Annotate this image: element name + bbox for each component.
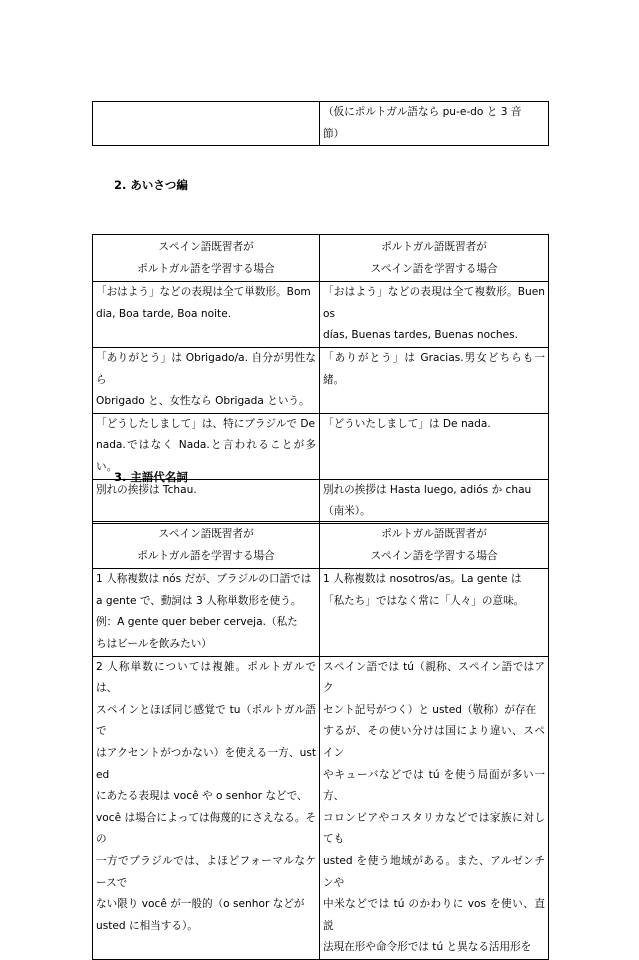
table-cell (320, 569, 549, 656)
cell-line: やキューバなどでは tú を使う局面が多い一方、 (323, 768, 545, 803)
table-row (93, 569, 549, 656)
cell-line: 一方でブラジルでは、よほどフォーマルなケースで (96, 854, 316, 889)
table-cell (320, 102, 549, 146)
header-line: スペイン語既習者が (158, 241, 254, 253)
cell-line: 中米などでは tú のかわりに vos を使い、直説 (323, 898, 545, 932)
cell-line: 「おはよう」などの表現は全て単数形。Bom (96, 286, 311, 299)
table-cell (320, 347, 549, 413)
cell-line: 1 人称複数は nosotros/as。La gente は (323, 573, 522, 586)
cell-line: usted に相当する）。 (96, 919, 198, 932)
cell-line: 例：A gente quer beber cerveja.（私た (96, 616, 298, 629)
cell-line: セント記号がつく）と usted（敬称）が存在 (323, 703, 537, 716)
cell-line: 「おはよう」などの表現は全て複数形。Buenos (323, 286, 545, 320)
header-cell-portuguese-learners (320, 235, 549, 282)
cell-line: 2 人称単数については複雑。ポルトガルでは、 (96, 660, 316, 695)
cell-line: días, Buenas tardes, Buenas noches. (323, 329, 519, 342)
continued-table (92, 101, 549, 146)
header-cell-portuguese-learners (320, 522, 549, 569)
cell-line: ない限り você が一般的（o senhor などが (96, 898, 305, 911)
cell-line: você は場合によっては侮蔑的にさえなる。その (96, 811, 316, 846)
table-cell (93, 569, 320, 656)
cell-line: （仮にポルトガル語なら pu-e-do と 3 音 (323, 106, 522, 118)
table-cell (320, 479, 549, 523)
cell-line: 別れの挨拶は Tchau. (96, 483, 197, 496)
section-heading-greetings: 2. あいさつ編 (114, 178, 188, 192)
table-row (93, 347, 549, 413)
cell-line: 別れの挨拶は Hasta luego, adiós か chau (323, 483, 532, 496)
cell-line: （南米）。 (323, 505, 371, 518)
header-line: スペイン語既習者が (158, 528, 254, 540)
cell-line: 法現在形や命令形では tú と異なる活用形を (323, 941, 532, 954)
header-cell-spanish-learners (93, 522, 320, 569)
cell-line: 「どういたしまして」は De nada. (323, 417, 491, 430)
header-line: ポルトガル語を学習する場合 (137, 549, 275, 562)
header-line: ポルトガル語既習者が (381, 241, 487, 253)
cell-line: スペイン語では tú（親称、スペイン語ではアク (323, 660, 545, 695)
empty-cell (93, 102, 320, 146)
cell-line: スペインとほぼ同じ感覚で tu（ポルトガル語で (96, 703, 316, 738)
table-cell (93, 282, 320, 348)
table-row (93, 102, 549, 146)
table-cell (320, 282, 549, 348)
cell-line: nada.ではなく Nada.と言われることが多い。 (96, 439, 316, 473)
cell-line: usted を使う地域がある。また、アルゼンチンや (323, 854, 545, 889)
cell-line: 「私たち」ではなく常に「人々」の意味。 (323, 594, 525, 607)
cell-line: Obrigado と、女性なら Obrigada という。 (96, 395, 310, 408)
table-row (93, 282, 549, 348)
header-line: ポルトガル語を学習する場合 (137, 262, 275, 275)
subject-pronouns-table (92, 521, 549, 960)
cell-line: a gente で、動詞は 3 人称単数形を使う。 (96, 594, 302, 607)
table-cell (320, 413, 549, 479)
header-line: スペイン語を学習する場合 (370, 549, 498, 562)
cell-line: コロンビアやコスタリカなどでは家族に対しても (323, 811, 545, 846)
cell-line: はアクセントがつかない）を使える一方、usted (96, 746, 316, 781)
table-row (93, 479, 549, 523)
cell-line: にあたる表現は você や o senhor などで、 (96, 790, 308, 803)
table-cell (93, 347, 320, 413)
table-cell (93, 479, 320, 523)
cell-line: dia, Boa tarde, Boa noite. (96, 307, 232, 320)
table-header-row (93, 235, 549, 282)
section-heading-subject-pronouns: 3. 主語代名詞 (114, 470, 188, 484)
header-line: スペイン語を学習する場合 (370, 262, 498, 275)
cell-line: 「ありがとう」は Gracias.男女どちらも一緒。 (323, 351, 545, 386)
table-cell (93, 656, 320, 959)
cell-line: 1 人称複数は nós だが、ブラジルの口語では (96, 573, 312, 586)
header-line: ポルトガル語既習者が (381, 528, 487, 540)
header-cell-spanish-learners (93, 235, 320, 282)
cell-line: 「ありがとう」は Obrigado/a. 自分が男性なら (96, 351, 316, 386)
cell-line: ちはビールを飲みたい） (96, 637, 212, 650)
table-row (93, 656, 549, 959)
table-cell (320, 656, 549, 959)
cell-line: 節） (323, 127, 345, 140)
cell-line: 「どうしたしまして」は、特にブラジルで De (96, 417, 316, 430)
cell-line: するが、その使い分けは国により違い、スペイン (323, 725, 545, 759)
table-header-row (93, 522, 549, 569)
